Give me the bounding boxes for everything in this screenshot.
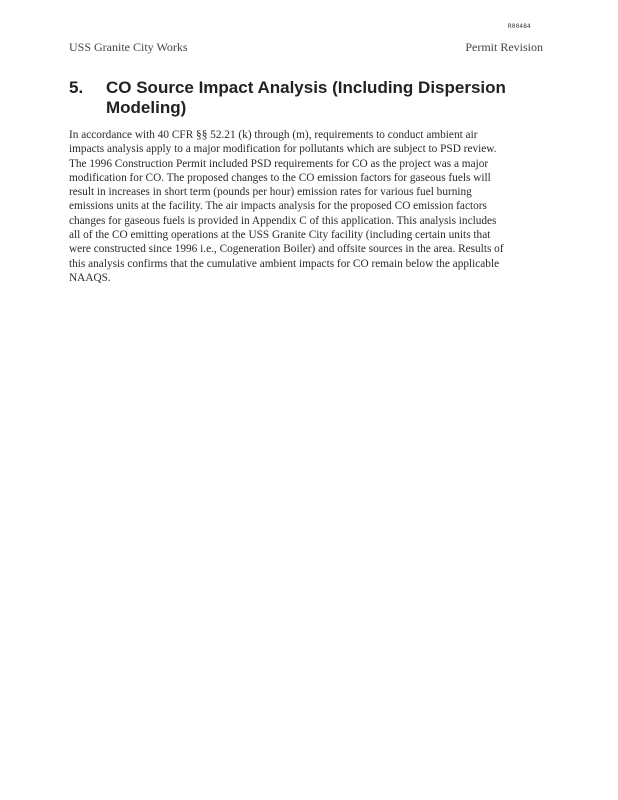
paragraph-line: result in increases in short term (pounds per hour) emission rates for various fuel burning xyxy=(69,186,472,199)
paragraph-line: changes for gaseous fuels is provided in Appendix C of this application. This analysis includes xyxy=(69,214,497,227)
body-paragraph xyxy=(69,128,541,285)
section-number: 5. xyxy=(69,78,84,97)
section-title xyxy=(106,78,549,118)
page-header xyxy=(69,40,543,55)
header-right-text: Permit Revision xyxy=(465,40,543,54)
paragraph-line: this analysis confirms that the cumulative ambient impacts for CO remain below the applicable xyxy=(69,257,500,270)
paragraph-line: modification for CO. The proposed changes to the CO emission factors for gaseous fuels will xyxy=(69,171,491,184)
document-stamp: R00484 xyxy=(508,23,531,30)
paragraph-line: emissions units at the facility. The air impacts analysis for the proposed CO emission factors xyxy=(69,200,487,213)
section-title-line: Modeling) xyxy=(106,98,187,117)
section-title-line: CO Source Impact Analysis (Including Dispersion xyxy=(106,78,506,97)
header-left-text: USS Granite City Works xyxy=(69,40,188,54)
paragraph-line: all of the CO emitting operations at the USS Granite City facility (including certain units that xyxy=(69,229,491,242)
paragraph-line: NAAQS. xyxy=(69,271,111,284)
paragraph-line: The 1996 Construction Permit included PSD requirements for CO as the project was a major xyxy=(69,157,489,170)
paragraph-line: impacts analysis apply to a major modification for pollutants which are subject to PSD review. xyxy=(69,143,497,156)
section-heading xyxy=(69,78,549,118)
paragraph-line: In accordance with 40 CFR §§ 52.21 (k) through (m), requirements to conduct ambient air xyxy=(69,129,478,141)
paragraph-line: were constructed since 1996 i.e., Cogeneration Boiler) and offsite sources in the area. Results of xyxy=(69,243,504,256)
